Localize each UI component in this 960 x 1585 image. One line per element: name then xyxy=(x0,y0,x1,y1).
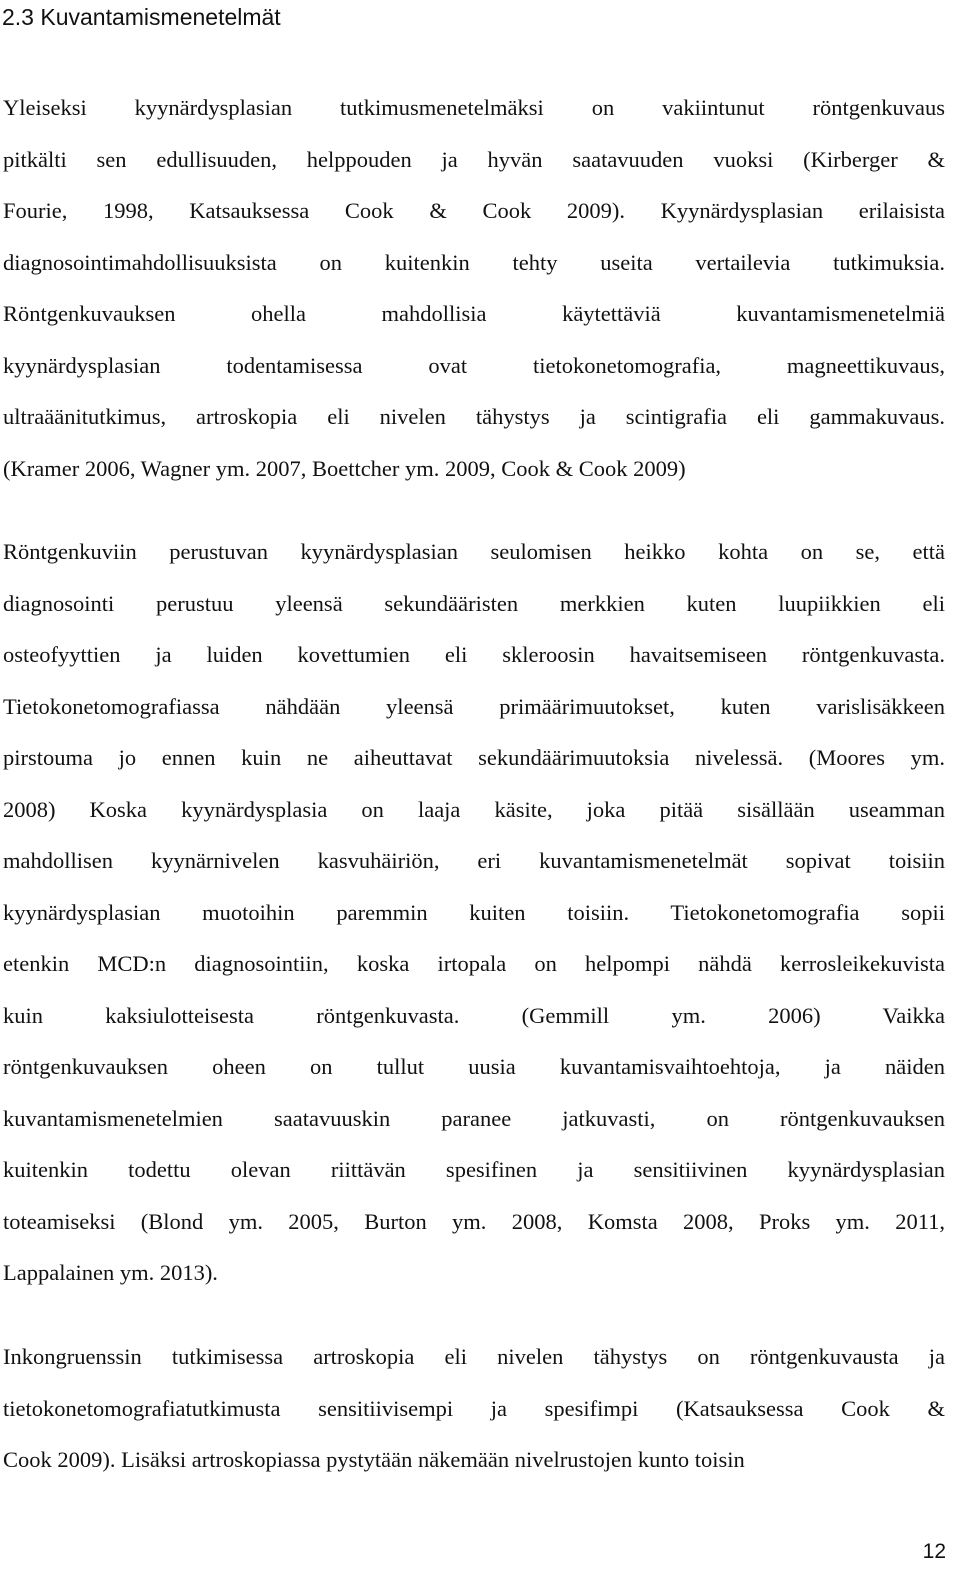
paragraph-3 xyxy=(3,1331,945,1486)
paragraph-line: toteamiseksi (Blond ym. 2005, Burton ym. 2008, Komsta 2008, Proks ym. 2011, xyxy=(3,1208,945,1234)
paragraph-line: Röntgenkuviin perustuvan kyynärdysplasian seulomisen heikko kohta on se, että xyxy=(3,539,945,564)
paragraph-line: osteofyyttien ja luiden kovettumien eli skleroosin havaitsemiseen röntgenkuvasta. xyxy=(3,642,945,667)
page-number: 12 xyxy=(922,1540,946,1563)
paragraph-line: mahdollisen kyynärnivelen kasvuhäiriön, eri kuvantamismenetelmät sopivat toisiin xyxy=(3,848,945,873)
section-heading: 2.3 Kuvantamismenetelmät xyxy=(2,4,281,30)
paragraph-line: Cook 2009). Lisäksi artroskopiassa pystytään näkemään nivelrustojen kunto toisin xyxy=(3,1447,745,1472)
paragraph-line: pirstouma jo ennen kuin ne aiheuttavat sekundäärimuutoksia nivelessä. (Moores ym. xyxy=(3,745,945,770)
paragraph-line: kyynärdysplasian muotoihin paremmin kuiten toisiin. Tietokonetomografia sopii xyxy=(3,899,945,925)
paragraph-line: tietokonetomografiatutkimusta sensitiivisempi ja spesifimpi (Katsauksessa Cook & xyxy=(3,1395,945,1421)
paragraph-2 xyxy=(3,526,945,1299)
paragraph-line: Yleiseksi kyynärdysplasian tutkimusmenetelmäksi on vakiintunut röntgenkuvaus xyxy=(3,95,945,120)
paragraph-line: diagnosointi perustuu yleensä sekundääristen merkkien kuten luupiikkien eli xyxy=(3,590,945,616)
paragraph-line: Lappalainen ym. 2013). xyxy=(3,1260,218,1285)
paragraph-line: Inkongruenssin tutkimisessa artroskopia eli nivelen tähystys on röntgenkuvausta ja xyxy=(3,1344,945,1369)
paragraph-line: Röntgenkuvauksen ohella mahdollisia käytettäviä kuvantamismenetelmiä xyxy=(3,301,945,326)
paragraph-line: kuin kaksiulotteisesta röntgenkuvasta. (Gemmill ym. 2006) Vaikka xyxy=(3,1002,945,1028)
paragraph-line: kuvantamismenetelmien saatavuuskin paranee jatkuvasti, on röntgenkuvauksen xyxy=(3,1105,945,1131)
paragraph-line: pitkälti sen edullisuuden, helppouden ja hyvän saatavuuden vuoksi (Kirberger & xyxy=(3,146,945,172)
paragraph-line: ultraäänitutkimus, artroskopia eli nivelen tähystys ja scintigrafia eli gammakuvaus. xyxy=(3,404,945,429)
paragraph-line: Tietokonetomografiassa nähdään yleensä primäärimuutokset, kuten varislisäkkeen xyxy=(3,693,945,719)
paragraph-line: röntgenkuvauksen oheen on tullut uusia kuvantamisvaihtoehtoja, ja näiden xyxy=(3,1054,945,1079)
paragraph-line: Fourie, 1998, Katsauksessa Cook & Cook 2009). Kyynärdysplasian erilaisista xyxy=(3,198,945,223)
paragraph-line: etenkin MCD:n diagnosointiin, koska irtopala on helpompi nähdä kerrosleikekuvista xyxy=(3,951,945,976)
paragraph-line: (Kramer 2006, Wagner ym. 2007, Boettcher ym. 2009, Cook & Cook 2009) xyxy=(3,455,686,481)
paragraph-line: diagnosointimahdollisuuksista on kuitenkin tehty useita vertailevia tutkimuksia. xyxy=(3,249,945,275)
paragraph-line: kuitenkin todettu olevan riittävän spesifinen ja sensitiivinen kyynärdysplasian xyxy=(3,1157,945,1182)
paragraph-line: 2008) Koska kyynärdysplasia on laaja käsite, joka pitää sisällään useamman xyxy=(3,796,945,822)
paragraph-line: kyynärdysplasian todentamisessa ovat tietokonetomografia, magneettikuvaus, xyxy=(3,352,945,378)
paragraph-1 xyxy=(3,82,945,494)
